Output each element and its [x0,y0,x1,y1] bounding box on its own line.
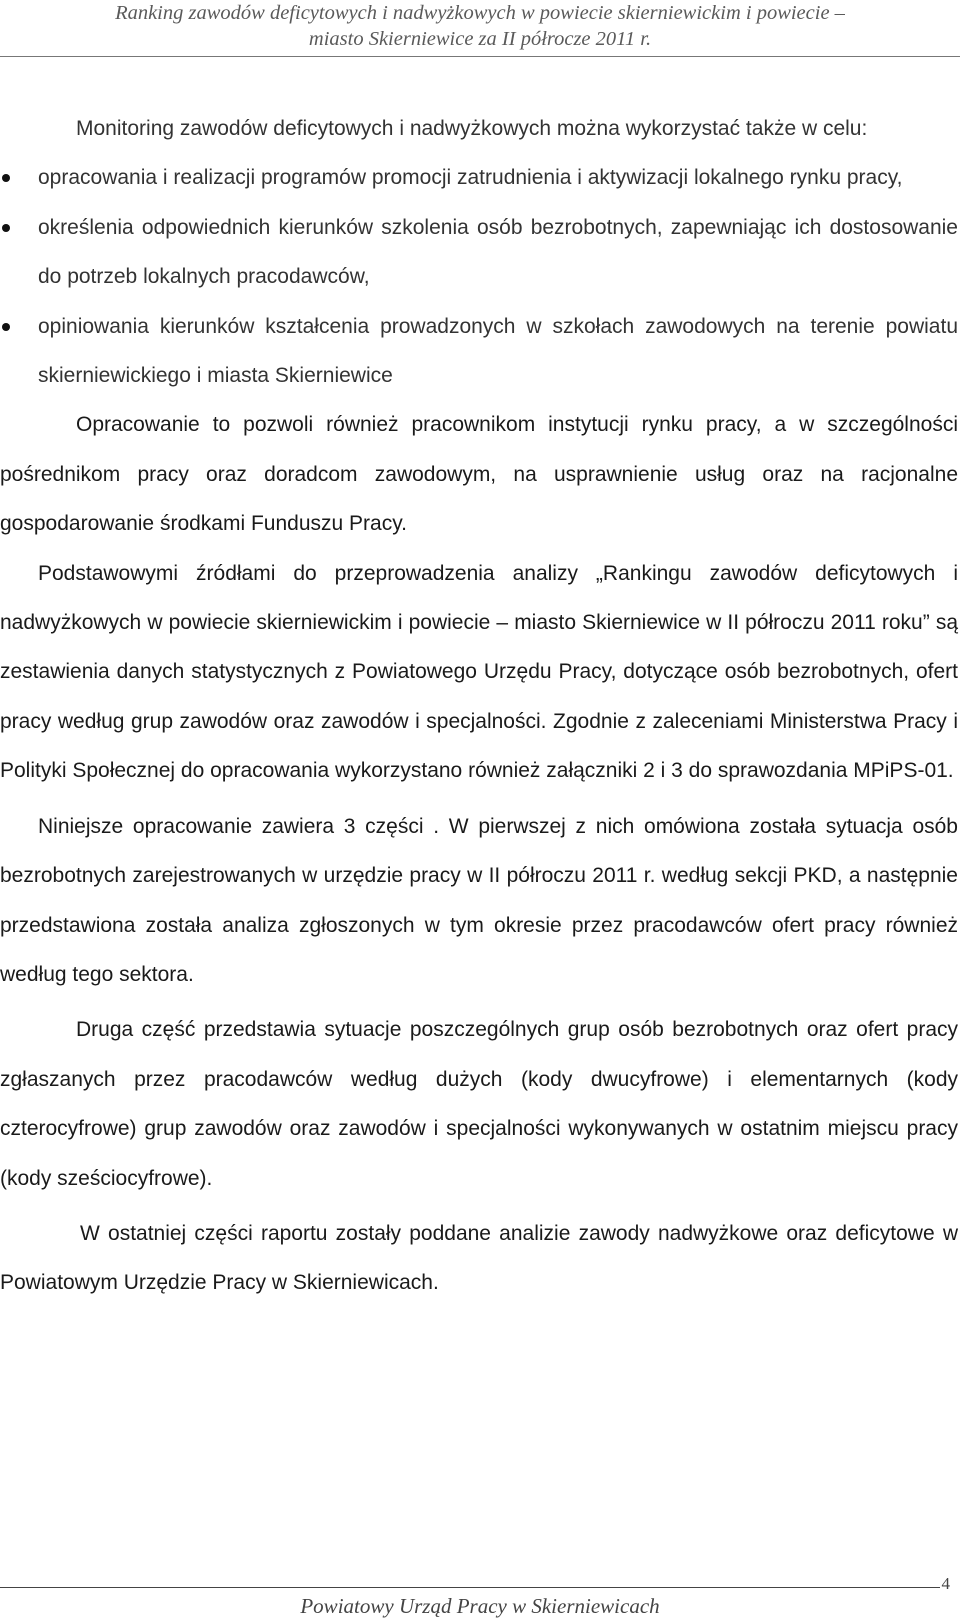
bullet-icon [2,323,10,331]
document-body [0,104,958,1308]
list-item-text: określenia odpowiednich kierunków szkolenia osób bezrobotnych, zapewniając ich dostosowanie do potrzeb lokalnych pracodawców, [38,215,958,289]
header-line-1: Ranking zawodów deficytowych i nadwyżkowych w powiecie skierniewickim i powiecie – [115,2,845,24]
bullet-icon [2,224,10,232]
intro-paragraph: Monitoring zawodów deficytowych i nadwyżkowych można wykorzystać także w celu: [76,117,868,140]
paragraph-part-three: W ostatniej części raportu zostały poddane analizie zawody nadwyżkowe oraz deficytowe w Powiatowym Urzędzie Pracy w Skierniewicach. [0,1221,958,1295]
page-header [0,0,960,57]
purpose-list [0,153,958,400]
header-line-2: miasto Skierniewice za II półrocze 2011 r. [308,28,652,50]
paragraph-structure: Niniejsze opracowanie zawiera 3 części . W pierwszej z nich omówiona została sytuacja osób bezrobotnych zarejestrowanych w urzędzie pracy w II półroczu 2011 r. według sekcji PKD, a następnie przedstawiona została analiza zgłoszonych w tym okresie przez pracodawców ofert pracy również według tego sektora. [0,814,958,986]
list-item [0,153,958,202]
page-number: 4 [941,1574,950,1593]
list-item-text: opracowania i realizacji programów promocji zatrudnienia i aktywizacji lokalnego rynku pracy, [38,166,903,190]
paragraph-part-two: Druga część przedstawia sytuacje poszczególnych grup osób bezrobotnych oraz ofert pracy zgłaszanych przez pracodawców według dużych (kody dwucyfrowe) i elementarnych (kody czterocyfrowe) grup zawodów oraz zawodów i specjalności wykonywanych w ostatnim miejscu pracy (kody sześciocyfrowe). [0,1018,958,1190]
page-footer: Powiatowy Urząd Pracy w Skierniewicach [300,1594,660,1618]
list-item-text: opiniowania kierunków kształcenia prowadzonych w szkołach zawodowych na terenie powiatu skierniewickiego i miasta Skierniewice [38,314,958,388]
paragraph-purpose: Opracowanie to pozwoli również pracownikom instytucji rynku pracy, a w szczególności pośrednikom pracy oraz doradcom zawodowym, na usprawnienie usług oraz na racjonalne gospodarowanie środkami Funduszu Pracy. [0,413,958,536]
bullet-icon [2,174,10,182]
list-item [0,203,958,302]
list-item [0,302,958,401]
paragraph-sources: Podstawowymi źródłami do przeprowadzenia analizy „Rankingu zawodów deficytowych i nadwyżkowych w powiecie skierniewickim i powiecie – miasto Skierniewice w II półroczu 2011 roku” są zestawienia danych statystycznych z Powiatowego Urzędu Pracy, dotyczące osób bezrobotnych, ofert pracy według grup zawodów oraz zawodów i specjalności. Zgodnie z zaleceniami Ministerstwa Pracy i Polityki Społecznej do opracowania wykorzystano również załączniki 2 i 3 do sprawozdania MPiPS-01. [0,561,958,783]
